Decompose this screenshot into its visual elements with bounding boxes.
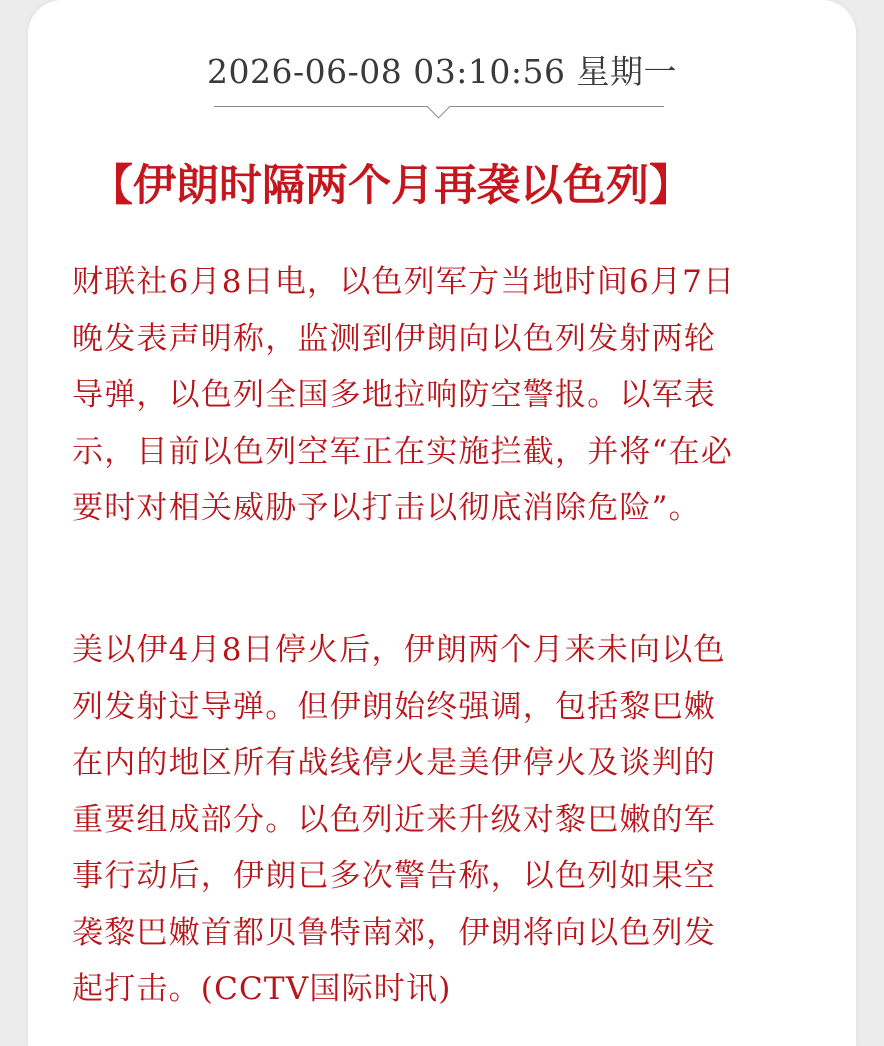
article-card bbox=[28, 0, 856, 1046]
paragraph-line: 事行动后，伊朗已多次警告称，以色列如果空 bbox=[72, 858, 716, 894]
paragraph-line: 晚发表声明称，监测到伊朗向以色列发射两轮 bbox=[72, 320, 716, 357]
paragraph-line: 要时对相关威胁予以打击以彻底消除危险”。 bbox=[72, 490, 701, 526]
paragraph-line: 起打击。(CCTV国际时讯) bbox=[72, 971, 452, 1007]
paragraph-line: 列发射过导弹。但伊朗始终强调，包括黎巴嫩 bbox=[72, 688, 716, 725]
date-timestamp: 2026-06-08 03:10:56 星期一 bbox=[207, 52, 677, 91]
paragraph-line: 美以伊4月8日停火后，伊朗两个月来未向以色 bbox=[72, 632, 726, 668]
article-headline: 【伊朗时隔两个月再袭以色列】 bbox=[90, 161, 692, 211]
article-paragraph-2 bbox=[72, 622, 832, 1018]
paragraph-line: 袭黎巴嫩首都贝鲁特南郊，伊朗将向以色列发 bbox=[72, 914, 716, 951]
paragraph-line: 财联社6月8日电，以色列军方当地时间6月7日 bbox=[72, 264, 736, 300]
paragraph-line: 导弹，以色列全国多地拉响防空警报。以军表 bbox=[72, 377, 716, 413]
paragraph-line: 在内的地区所有战线停火是美伊停火及谈判的 bbox=[72, 745, 716, 781]
article-paragraph-1 bbox=[72, 254, 832, 537]
paragraph-line: 重要组成部分。以色列近来升级对黎巴嫩的军 bbox=[72, 801, 716, 838]
divider-notch-icon bbox=[426, 94, 450, 118]
paragraph-line: 示，目前以色列空军正在实施拦截，并将“在必 bbox=[72, 433, 734, 470]
